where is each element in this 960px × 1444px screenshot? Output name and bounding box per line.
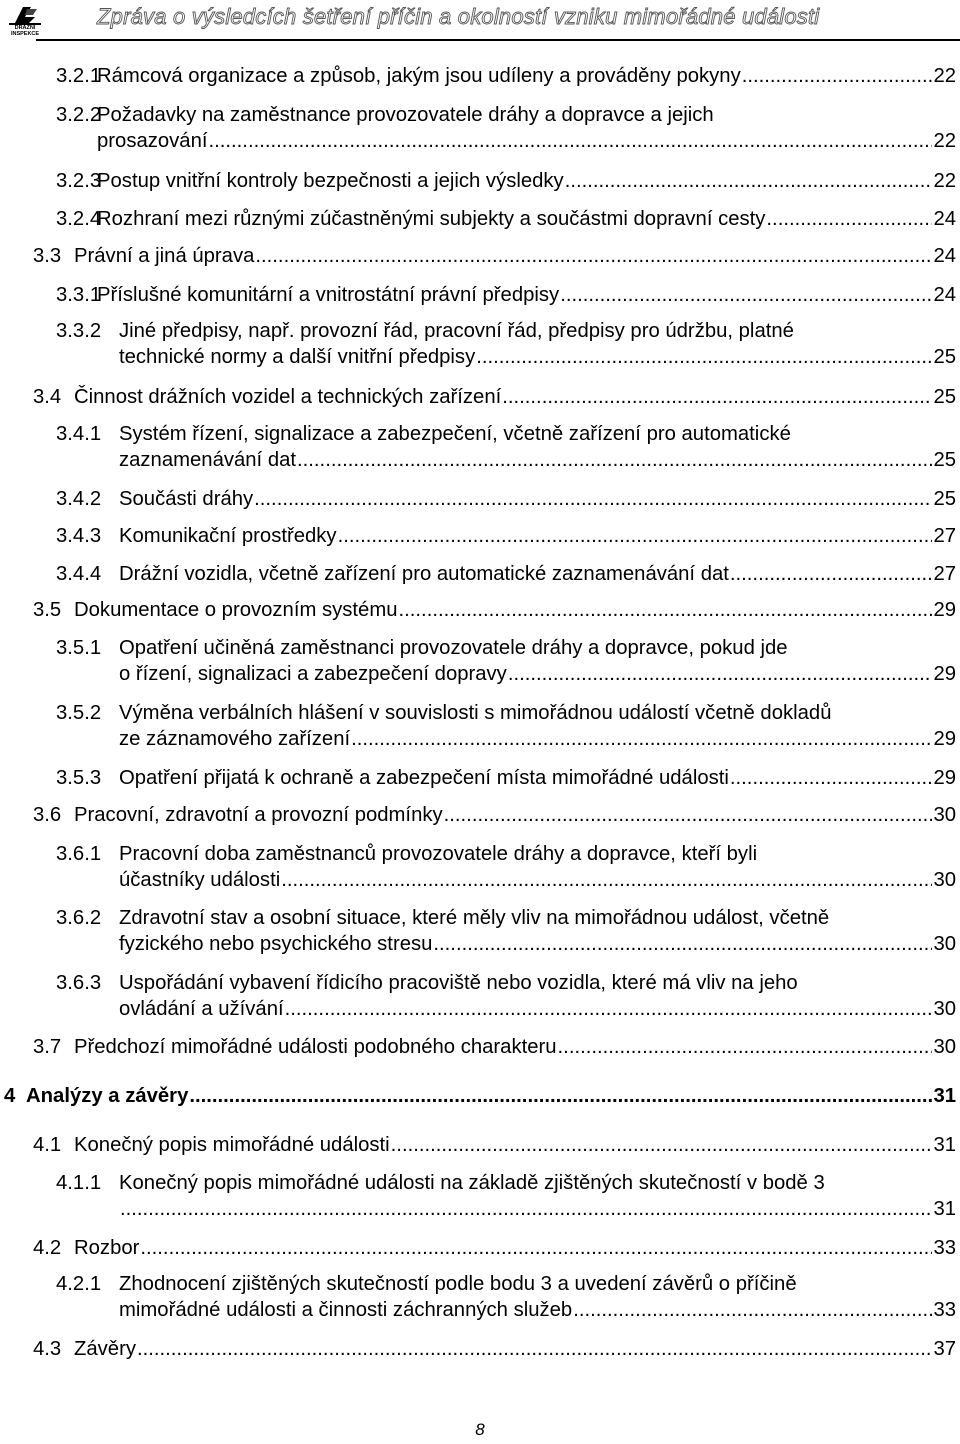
dot-leader (338, 523, 933, 549)
toc-entry-page: 29 (933, 728, 956, 750)
toc-entry-title-line: Předchozí mimořádné události podobného charakteru (74, 1036, 557, 1058)
dot-leader (502, 384, 932, 410)
toc-entry-title-line: Systém řízení, signalizace a zabezpečení, včetně zařízení pro automatické (119, 423, 791, 445)
dot-leader (565, 168, 933, 194)
toc-entry-leader-row (74, 384, 956, 410)
toc-entry[interactable] (56, 765, 956, 791)
toc-entry[interactable] (33, 1336, 956, 1362)
toc-entry-number: 3.3.1 (56, 284, 102, 306)
toc-entry-leader-row (119, 523, 956, 549)
toc-entry-title-line: ovládání a užívání (119, 998, 284, 1020)
toc-entry-title-line: technické normy a další vnitřní předpisy (119, 346, 476, 368)
toc-entry-title-line: Rozhraní mezi různými zúčastněnými subjekty a součástmi dopravní cesty (97, 208, 766, 230)
toc-entry-page: 31 (933, 1134, 956, 1156)
toc-entry-title-line: zaznamenávání dat (119, 449, 297, 471)
dot-leader (508, 661, 933, 687)
toc-entry-title-line: Rámcová organizace a způsob, jakým jsou udíleny a prováděny pokyny (97, 65, 741, 87)
toc-entry-page: 29 (933, 767, 956, 789)
toc-entry[interactable] (56, 421, 956, 473)
toc-entry-page: 30 (933, 998, 956, 1020)
toc-entry[interactable] (56, 635, 956, 687)
toc-entry-page: 22 (933, 130, 956, 152)
toc-entry-leader-row (97, 63, 956, 89)
dot-leader (433, 931, 932, 957)
toc-entry[interactable] (33, 1235, 956, 1261)
toc-entry-page: 25 (933, 488, 956, 510)
toc-entry-title-line: Drážní vozidla, včetně zařízení pro automatické zaznamenávání dat (119, 563, 729, 585)
dot-leader (209, 128, 933, 154)
toc-entry-leader-row (97, 168, 956, 194)
toc-entry[interactable] (56, 63, 956, 89)
dot-leader (351, 726, 932, 752)
toc-entry[interactable] (33, 243, 956, 269)
toc-entry[interactable] (56, 905, 956, 957)
toc-entry-page: 33 (933, 1299, 956, 1321)
toc-entry-page: 25 (933, 386, 956, 408)
toc-entry[interactable] (56, 206, 956, 232)
toc-entry[interactable] (33, 1034, 956, 1060)
toc-entry-number: 3.6 (33, 804, 62, 826)
dot-leader (120, 1196, 932, 1222)
drazni-inspekce-logo (3, 3, 47, 39)
toc-entry-leader-row (119, 486, 956, 512)
toc-entry-title-line: Jiné předpisy, např. provozní řád, pracovní řád, předpisy pro údržbu, platné (119, 320, 794, 342)
toc-entry-title-line: Součásti dráhy (119, 488, 254, 510)
dot-leader (730, 561, 933, 587)
toc-entry-number: 3.5.1 (56, 637, 102, 659)
toc-entry-number: 3.2.1 (56, 65, 102, 87)
toc-entry-title-line: Opatření přijatá k ochraně a zabezpečení místa mimořádné události (119, 767, 729, 789)
toc-entry-title-line: o řízení, signalizaci a zabezpečení dopravy (119, 663, 507, 685)
toc-entry-number: 4.1.1 (56, 1172, 102, 1194)
toc-entry-title-line: Zdravotní stav a osobní situace, které měly vliv na mimořádnou událost, včetně (119, 907, 830, 929)
document-title: Zpráva o výsledcích šetření příčin a okolností vzniku mimořádné události (97, 4, 820, 29)
toc-entry-page: 27 (933, 525, 956, 547)
toc-entry-leader-row (97, 282, 956, 308)
dot-leader (189, 1083, 932, 1109)
toc-entry[interactable] (33, 1132, 956, 1158)
toc-entry-page: 25 (933, 346, 956, 368)
toc-entry-page: 31 (933, 1085, 956, 1107)
toc-entry[interactable] (56, 1170, 956, 1222)
toc-entry[interactable] (33, 384, 956, 410)
toc-entry-number: 3.4.3 (56, 525, 102, 547)
toc-entry[interactable] (56, 282, 956, 308)
toc-entry-leader-row (26, 1083, 956, 1109)
toc-entry[interactable] (56, 318, 956, 370)
toc-entry-number: 3.4.1 (56, 423, 102, 445)
toc-entry-number: 3.2.3 (56, 170, 102, 192)
toc-entry-number: 4.2.1 (56, 1273, 102, 1295)
toc-entry-title-line: Pracovní doba zaměstnanců provozovatele dráhy a dopravce, kteří byli (119, 843, 758, 865)
toc-entry-number: 4 (4, 1085, 16, 1107)
header-divider (36, 39, 960, 41)
dot-leader (140, 1235, 932, 1261)
toc-entry-number: 4.3 (33, 1338, 62, 1360)
toc-entry[interactable] (56, 102, 956, 154)
toc-entry-number: 3.4 (33, 386, 62, 408)
toc-entry-page: 24 (933, 245, 956, 267)
toc-entry-leader-row (74, 1034, 956, 1060)
toc-entry-leader-row (74, 243, 956, 269)
toc-entry-leader-row (119, 1297, 956, 1323)
dot-leader (476, 344, 932, 370)
toc-entry-title-line: Konečný popis mimořádné události na základě zjištěných skutečností v bodě 3 (119, 1172, 825, 1194)
toc-entry[interactable] (33, 802, 956, 828)
toc-entry-number: 3.2.2 (56, 104, 102, 126)
toc-entry-number: 3.6.3 (56, 972, 102, 994)
toc-entry-title-line: Závěry (74, 1338, 136, 1360)
toc-entry-title-line: Rozbor (74, 1237, 140, 1259)
toc-entry-page: 25 (933, 449, 956, 471)
toc-entry-title-line: Konečný popis mimořádné události (74, 1134, 390, 1156)
toc-entry-number: 3.4.2 (56, 488, 102, 510)
toc-entry-title-line: Právní a jiná úprava (74, 245, 255, 267)
toc-entry-leader-row (119, 447, 956, 473)
dot-leader (391, 1132, 933, 1158)
toc-entry-leader-row (97, 128, 956, 154)
toc-entry-page: 33 (933, 1237, 956, 1259)
toc-entry-title-line: účastníky události (119, 869, 281, 891)
toc-entry[interactable] (56, 561, 956, 587)
page-header (0, 0, 960, 44)
toc-entry-page: 24 (933, 284, 956, 306)
toc-entry-leader-row (74, 1235, 956, 1261)
toc-entry-leader-row (74, 802, 956, 828)
toc-entry-title-line: Příslušné komunitární a vnitrostátní právní předpisy (97, 284, 560, 306)
toc-entry-title-line: fyzického nebo psychického stresu (119, 933, 433, 955)
toc-entry-title-line: Komunikační prostředky (119, 525, 337, 547)
dot-leader (285, 996, 933, 1022)
toc-entry-leader-row (74, 1132, 956, 1158)
dot-leader (137, 1336, 932, 1362)
toc-entry-leader-row (119, 867, 956, 893)
toc-entry-title-line: Činnost drážních vozidel a technických zařízení (74, 386, 502, 408)
toc-entry-leader-row (74, 597, 956, 623)
toc-entry-leader-row (119, 765, 956, 791)
toc-entry-title-line: Výměna verbálních hlášení v souvislosti s mimořádnou událostí včetně dokladů (119, 702, 832, 724)
toc-entry-page: 22 (933, 170, 956, 192)
toc-entry-number: 4.2 (33, 1237, 62, 1259)
toc-entry-number: 3.6.2 (56, 907, 102, 929)
dot-leader (297, 447, 932, 473)
toc-entry-number: 3.5.3 (56, 767, 102, 789)
toc-entry-title-line: Opatření učiněná zaměstnanci provozovatele dráhy a dopravce, pokud jde (119, 637, 788, 659)
dot-leader (560, 282, 932, 308)
logo-emblem-icon (3, 3, 47, 27)
dot-leader (742, 63, 933, 89)
dot-leader (730, 765, 933, 791)
dot-leader (281, 867, 932, 893)
toc-entry-leader-row (119, 931, 956, 957)
toc-entry-page: 37 (933, 1338, 956, 1360)
toc-entry[interactable] (56, 700, 956, 752)
toc-entry-page: 29 (933, 599, 956, 621)
toc-entry-page: 30 (933, 869, 956, 891)
toc-entry-number: 3.3 (33, 245, 62, 267)
toc-entry-number: 3.5 (33, 599, 62, 621)
toc-entry-page: 29 (933, 663, 956, 685)
toc-entry-leader-row (119, 726, 956, 752)
toc-entry-number: 3.4.4 (56, 563, 102, 585)
toc-entry-number: 3.5.2 (56, 702, 102, 724)
toc-entry[interactable] (4, 1083, 956, 1109)
toc-entry-leader-row (119, 561, 956, 587)
logo-text: DRÁŽNÍ INSPEKCE (10, 25, 40, 37)
toc-entry-title-line: Požadavky na zaměstnance provozovatele dráhy a dopravce a jejich (97, 104, 714, 126)
toc-entry-title-line: Uspořádání vybavení řídicího pracoviště nebo vozidla, které má vliv na jeho (119, 972, 798, 994)
toc-entry-number: 4.1 (33, 1134, 62, 1156)
toc-entry[interactable] (56, 523, 956, 549)
toc-entry-number: 3.3.2 (56, 320, 102, 342)
toc-entry-number: 3.6.1 (56, 843, 102, 865)
toc-entry-number: 3.2.4 (56, 208, 102, 230)
toc-entry-leader-row (97, 206, 956, 232)
toc-entry-page: 31 (933, 1198, 956, 1220)
dot-leader (558, 1034, 933, 1060)
toc-entry-page: 30 (933, 933, 956, 955)
toc-entry-title-line: mimořádné události a činnosti záchranných služeb (119, 1299, 573, 1321)
toc-entry-title-line: prosazování (97, 130, 208, 152)
toc-entry[interactable] (56, 1271, 956, 1323)
dot-leader (254, 486, 932, 512)
toc-entry-title-line: Pracovní, zdravotní a provozní podmínky (74, 804, 443, 826)
toc-entry-title-line: Analýzy a závěry (26, 1085, 189, 1107)
toc-entry[interactable] (33, 597, 956, 623)
dot-leader (573, 1297, 932, 1323)
dot-leader (444, 802, 933, 828)
toc-entry-page: 22 (933, 65, 956, 87)
toc-entry-leader-row (74, 1336, 956, 1362)
toc-entry-leader-row (119, 344, 956, 370)
toc-entry-leader-row (119, 661, 956, 687)
toc-entry-page: 30 (933, 1036, 956, 1058)
toc-entry[interactable] (56, 486, 956, 512)
toc-entry-title-line: ze záznamového zařízení (119, 728, 351, 750)
toc-entry-title-line: Zhodnocení zjištěných skutečností podle bodu 3 a uvedení závěrů o příčině (119, 1273, 797, 1295)
toc-entry[interactable] (56, 168, 956, 194)
dot-leader (399, 597, 933, 623)
toc-entry-leader-row (119, 1196, 956, 1222)
page-number: 8 (475, 1420, 485, 1439)
toc-entry-number: 3.7 (33, 1036, 62, 1058)
dot-leader (766, 206, 932, 232)
toc-entry-page: 27 (933, 563, 956, 585)
toc-entry-page: 24 (933, 208, 956, 230)
toc-entry[interactable] (56, 841, 956, 893)
toc-entry[interactable] (56, 970, 956, 1022)
toc-entry-title-line: Postup vnitřní kontroly bezpečnosti a jejich výsledky (97, 170, 564, 192)
dot-leader (255, 243, 932, 269)
toc-entry-title-line: Dokumentace o provozním systému (74, 599, 398, 621)
toc-entry-leader-row (119, 996, 956, 1022)
toc-entry-page: 30 (933, 804, 956, 826)
